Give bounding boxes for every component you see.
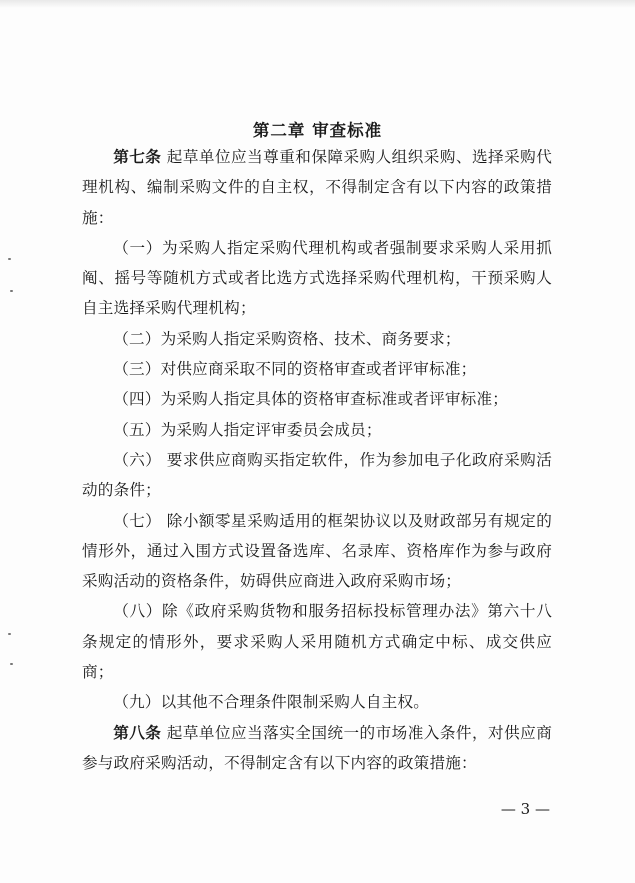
paragraph bbox=[82, 384, 552, 414]
paragraph-text: 起草单位应当落实全国统一的市场准入条件，对供应商参与政府采购活动，不得制定含有以下内容的政策措施： bbox=[82, 723, 552, 772]
paragraph-text: （一）为采购人指定采购代理机构或者强制要求采购人采用抓阄、摇号等随机方式或者比选方式选择采购代理机构，干预采购人自主选择采购代理机构； bbox=[82, 238, 552, 318]
scan-speck bbox=[8, 258, 11, 260]
scan-speck bbox=[10, 663, 13, 665]
paragraph-text: （七） 除小额零星采购适用的框架协议以及财政部另有规定的情形外，通过入围方式设置备选库、名录库、资格库作为参与政府采购活动的资格条件，妨碍供应商进入政府采购市场； bbox=[82, 511, 552, 591]
paragraph-text: （五）为采购人指定评审委员会成员； bbox=[113, 420, 382, 439]
paragraph-text: （三）对供应商采取不同的资格审查或者评审标准； bbox=[113, 360, 477, 379]
paragraph bbox=[82, 596, 552, 687]
paragraph-text: （六） 要求供应商购买指定软件，作为参加电子化政府采购活动的条件； bbox=[82, 450, 552, 500]
paragraph bbox=[82, 718, 552, 779]
paragraph-text: （四）为采购人指定具体的资格审查标准或者评审标准； bbox=[113, 390, 509, 409]
paragraph bbox=[82, 324, 552, 354]
chapter-title: 第二章 审查标准 bbox=[252, 121, 383, 140]
scan-speck bbox=[10, 290, 13, 292]
paragraph bbox=[82, 687, 552, 717]
article-label: 第七条 bbox=[113, 148, 162, 166]
paragraph bbox=[82, 233, 552, 324]
page-number: — 3 — bbox=[500, 800, 550, 818]
paragraph bbox=[82, 506, 552, 597]
paragraph bbox=[82, 354, 552, 384]
paragraph bbox=[82, 445, 552, 506]
scan-speck bbox=[8, 633, 11, 635]
paragraph-text: 起草单位应当尊重和保障采购人组织采购、选择采购代理机构、编制采购文件的自主权，不得制定含有以下内容的政策措施： bbox=[82, 148, 552, 227]
article-label: 第八条 bbox=[113, 723, 162, 742]
scan-top-edge bbox=[0, 0, 635, 8]
paragraph bbox=[82, 142, 552, 233]
paragraph-text: （八）除《政府采购货物和服务招标投标管理办法》第六十八条规定的情形外，要求采购人采用随机方式确定中标、成交供应商； bbox=[82, 602, 552, 682]
paragraph-text: （二）为采购人指定采购资格、技术、商务要求； bbox=[113, 329, 461, 348]
body-text bbox=[82, 142, 552, 778]
paragraph bbox=[82, 415, 552, 445]
paragraph-text: （九）以其他不合理条件限制采购人自主权。 bbox=[113, 693, 430, 712]
